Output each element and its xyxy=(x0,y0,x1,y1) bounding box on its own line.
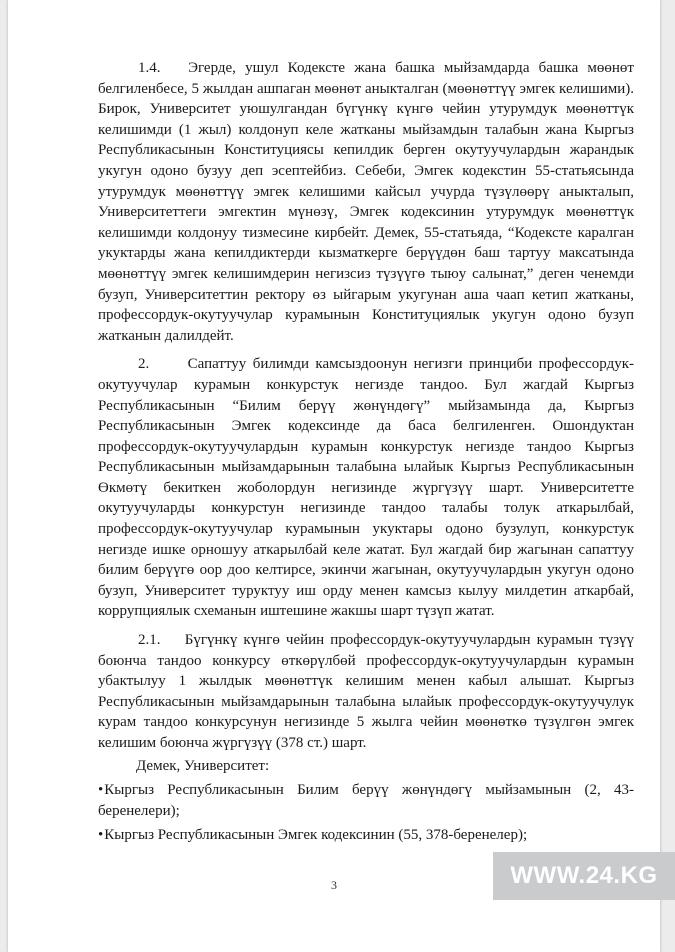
bullet-icon: • xyxy=(98,782,104,799)
list-item xyxy=(98,825,634,846)
document-page xyxy=(8,0,660,952)
page-number: 3 xyxy=(331,878,337,892)
bullet-icon: • xyxy=(98,827,104,844)
paragraph-2: 2. Сапаттуу билимди камсыздоонун негизги принциби профессордук-окутуучулар курамын конкурстук негизде тандоо. Бул жагдай Кыргыз Республикасынын “Билим берүү жөнүндөгү” мыйзамында да, Кыргыз Республикасынын Эмгек кодексинде да баса белгиленген. Ошондуктан профессордук-окутуучулардын курамын конкурстук негизде тандоо Кыргыз Республикасынын мыйзамдарынын талабына ылайык Кыргыз Республикасынын Өкмөтү бекиткен жоболордун негизинде жүргүзүү шарт. Университетте окутуучуларды конкурстун негизинде тандоо талабы толук аткарылбай, профессордук-окутуучулар курамынын укуктары одоно бузулуп, конкурстук негизде ишке орношуу аткарылбай келе жатат. Бул жагдай бир жагынан сапаттуу билим берүүгө оор доо келтирсе, экинчи жагынан, окутуучулардын укугун одоно бузуп, Университет туруктуу иш орду менен камсыз кылуу милдетин аткарбай, коррупциялык схеманын иштешине жакшы шарт түзүп жатат. xyxy=(98,356,634,620)
list-item-text: Кыргыз Республикасынын Эмгек кодексинин (55, 378-беренелер); xyxy=(104,827,528,844)
intro-line: Демек, Университет: xyxy=(136,757,270,774)
paragraph-2-1: 2.1. Бүгүнкү күнгө чейин профессордук-окутуучулардын курамын түзүү боюнча тандоо конкурсу өткөрүлбөй профессордук-окутуучулардын курамын убактылуу 1 жылдык мөөнөттүк келишим менен кабыл алышат. Кыргыз Республикасынын мыйзамдарынын талабына ылайык профессордук-окутуучулук курам тандоо конкурсунун негизинде 5 жылга чейин мөөнөткө түзүлгөн эмгек келишим боюнча жүргүзүү (378 ст.) шарт. xyxy=(98,632,634,751)
document-body xyxy=(98,58,634,846)
list-item xyxy=(98,780,634,821)
paragraph-1-4: 1.4. Эгерде, ушул Кодексте жана башка мыйзамдарда башка мөөнөт белгиленбесе, 5 жылдан ашпаган мөөнөт аныкталган (мөөнөттүү эмгек келишими). Бирок, Университет уюшулгандан бүгүнкү күнгө чейин утурумдук мөөнөттүк келишимди (1 жыл) колдонуп келе жатканы мыйзамдын талабын жана Кыргыз Республикасынын Конституциясы кепилдик берген окутуучулардын жарандык укугун одоно бузуу деп эсептейбиз. Себеби, Эмгек кодекстин 55-статьясында утурумдук мөөнөттүү эмгек келишими кайсыл учурда түзүлөөрү аныкталып, Университеттеги эмгектин мүнөзү, Эмгек кодексинин утурумдук мөөнөттүк келишимди колдонуу тизмесине кирбейт. Демек, 55-статьяда, “Кодексте каралган укуктарды жана кепилдиктерди кызматкерге берүүдөн баш тартуу максатында мөөнөттүү эмгек келишимдерин негизсиз түзүүгө тыюу салынат,” деген ченемди бузуп, Университеттин ректору өз ыйгарым укугунан аша чаап кетип жатканы, профессордук-окутуучулар курамынын Конституциялык укугун одоно бузуп жатканын далилдейт. xyxy=(98,60,634,344)
watermark-logo: WWW.24.KG xyxy=(493,852,675,900)
list-item-text: Кыргыз Республикасынын Билим берүү жөнүндөгү мыйзамынын (2, 43-беренелери); xyxy=(98,782,634,819)
